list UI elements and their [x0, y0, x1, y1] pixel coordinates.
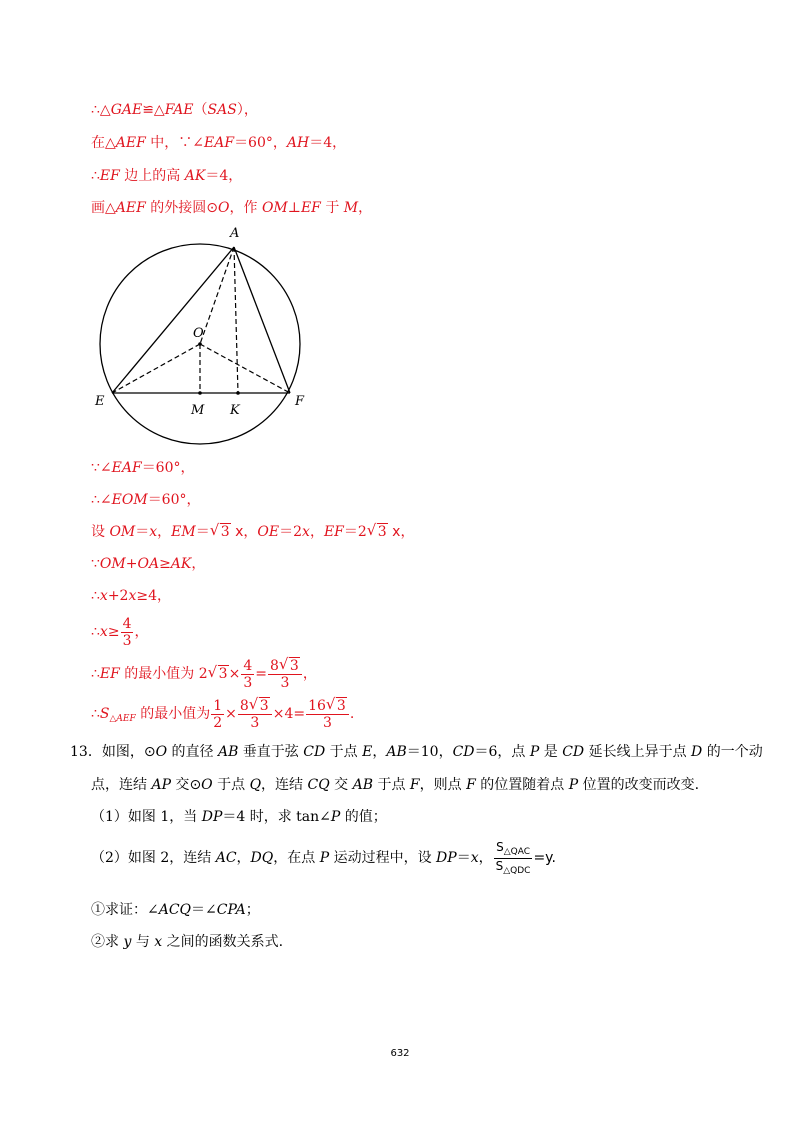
point-k — [236, 391, 240, 395]
label-m: M — [191, 403, 205, 418]
solution-line-3: ∴EF 边上的高 AK＝4， — [91, 168, 243, 184]
page-number: 632 — [390, 1048, 410, 1059]
area-ratio-fraction: $\frac{S_{\triangle QAC}}{S_{\triangle QDC}}$ — [495, 839, 531, 876]
label-a: A — [230, 226, 240, 241]
problem-13-line-2: 点，连结 AP 交⊙O 于点 Q，连结 CQ 交 AB 于点 F，则点 F 的位置随着点 P 位置的改变而改变. — [91, 777, 700, 793]
sqrt-symbol: √ 3 — [248, 694, 269, 714]
solution-line-11: ∴EF 的最小值为 2 √ 3× $\frac{4}{3}$ = 8 √ 3 3 ， — [91, 654, 317, 691]
fraction: $\frac{4}{3}$ — [122, 615, 132, 649]
problem-13-part-2-i: ①求证：∠ACQ＝∠CPA； — [91, 902, 260, 918]
sqrt-symbol: √ 3 — [366, 521, 387, 540]
fraction: 16 √ 3 3 — [306, 698, 349, 731]
solution-line-5: ∵∠EAF＝60°， — [91, 460, 195, 476]
solution-line-10: ∴x≥ $\frac{4}{3}$ ， — [91, 615, 149, 649]
solution-line-6: ∴∠EOM＝60°， — [91, 492, 201, 508]
solution-line-9: ∴x+2x≥4， — [91, 588, 172, 604]
sqrt-symbol: √ 3 — [278, 654, 299, 674]
segment-ae — [112, 247, 234, 393]
label-e: E — [95, 394, 105, 409]
circumcircle-figure — [90, 222, 320, 452]
solution-line-4: 画△AEF 的外接圆⊙O，作 OM⊥EF 于 M， — [91, 200, 373, 216]
solution-line-7: 设 OM＝x，EM＝ √ 3 x，OE＝2x，EF＝2 √ 3 x， — [91, 521, 415, 540]
point-m — [198, 391, 202, 395]
problem-13-part-1: （1）如图 1，当 DP＝4 时，求 tan∠P 的值； — [91, 809, 387, 825]
segment-af — [234, 247, 290, 393]
label-o: O — [193, 326, 204, 341]
sqrt-symbol: √ 3 — [325, 694, 346, 714]
segment-ao — [200, 247, 234, 344]
problem-13-part-2: （2）如图 2，连结 AC，DQ，在点 P 运动过程中，设 DP＝x， $\frac{S_{\triangle QAC}}{S_{\triangle QDC}}$ =y. — [91, 839, 556, 876]
label-k: K — [230, 403, 240, 418]
problem-13-part-2-ii: ②求 y 与 x 之间的函数关系式. — [91, 934, 284, 950]
solution-line-2: 在△AEF 中，∵∠EAF＝60°，AH＝4， — [91, 135, 347, 151]
sqrt-symbol: √ 3 — [209, 521, 230, 540]
solution-line-12: $\therefore S_{\triangle AEF}$ 的最小值为 $\frac{1}{2}$ × 8 √ 3 3 ×4= 16 √ 3 3 . — [91, 694, 355, 731]
fraction: $\frac{1}{2}$ — [213, 697, 223, 731]
fraction: 8 √ 3 3 — [238, 698, 272, 731]
segment-oe — [112, 344, 200, 393]
solution-line-8: ∵OM+OA≥AK， — [91, 556, 206, 572]
fraction: $\frac{4}{3}$ — [243, 657, 253, 691]
segment-ak — [234, 247, 238, 393]
segment-of — [200, 344, 290, 393]
sqrt-symbol: √ 3 — [207, 663, 228, 682]
fraction: 8 √ 3 3 — [268, 658, 302, 691]
label-f: F — [295, 394, 305, 409]
point-o — [198, 342, 202, 346]
solution-line-1: ∴△GAE≌△FAE（SAS）， — [91, 102, 258, 118]
problem-13-line-1: 13．如图，⊙O 的直径 AB 垂直于弦 CD 于点 E，AB＝10，CD＝6，点 P 是 CD 延长线上异于点 D 的一个动 — [70, 744, 763, 760]
